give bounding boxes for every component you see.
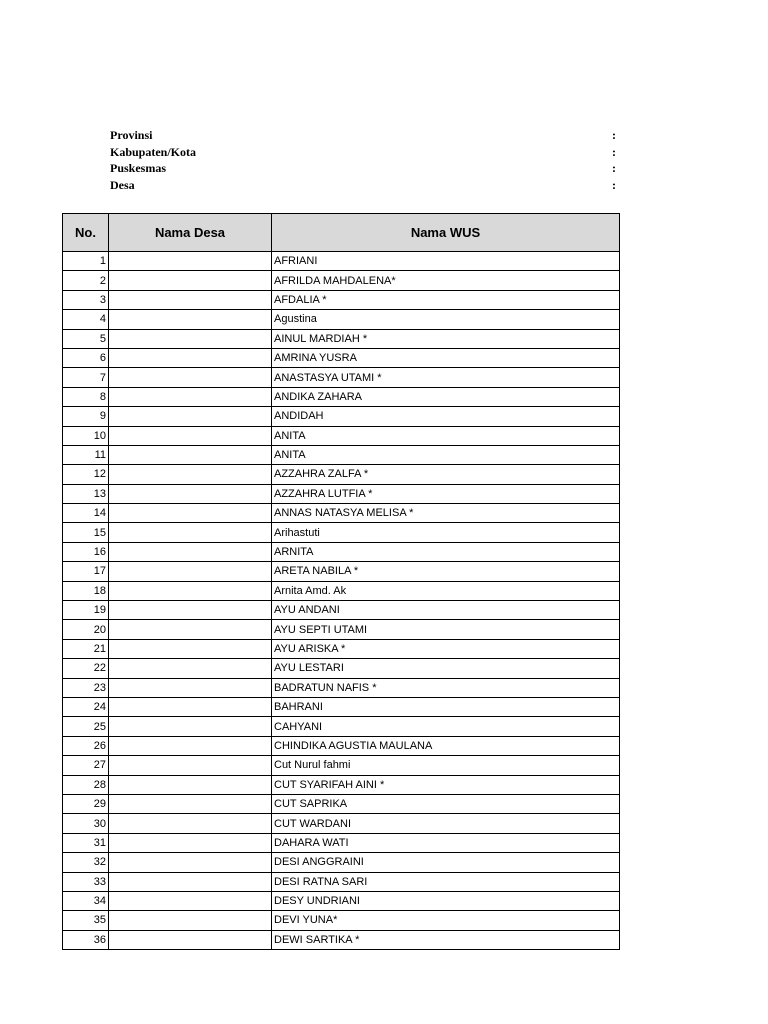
cell-nama-wus: Agustina	[272, 310, 620, 329]
cell-nama-wus: Arnita Amd. Ak	[272, 581, 620, 600]
table-row	[63, 930, 620, 949]
cell-no: 35	[63, 911, 109, 930]
cell-nama-desa	[109, 445, 272, 464]
cell-nama-desa	[109, 697, 272, 716]
cell-nama-wus: AYU ARISKA *	[272, 639, 620, 658]
cell-nama-wus: AZZAHRA ZALFA *	[272, 465, 620, 484]
cell-nama-desa	[109, 542, 272, 561]
cell-no: 25	[63, 717, 109, 736]
cell-no: 21	[63, 639, 109, 658]
cell-nama-desa	[109, 814, 272, 833]
cell-no: 2	[63, 271, 109, 290]
cell-nama-desa	[109, 872, 272, 891]
table-row	[63, 484, 620, 503]
cell-no: 34	[63, 891, 109, 910]
cell-nama-wus: ARETA NABILA *	[272, 562, 620, 581]
table-row	[63, 368, 620, 387]
cell-no: 31	[63, 833, 109, 852]
table-row	[63, 872, 620, 891]
header-field-puskesmas	[110, 160, 620, 177]
cell-no: 9	[63, 407, 109, 426]
table-row	[63, 736, 620, 755]
field-colon: :	[612, 177, 616, 192]
header-field-desa	[110, 177, 620, 194]
table-header-row	[63, 214, 620, 252]
cell-no: 23	[63, 678, 109, 697]
column-header-no: No.	[63, 214, 109, 252]
cell-no: 33	[63, 872, 109, 891]
cell-nama-wus: AYU SEPTI UTAMI	[272, 620, 620, 639]
cell-nama-desa	[109, 387, 272, 406]
field-label: Provinsi	[110, 128, 153, 142]
table-row	[63, 407, 620, 426]
cell-nama-wus: AMRINA YUSRA	[272, 348, 620, 367]
table-row	[63, 756, 620, 775]
field-label: Desa	[110, 177, 135, 192]
table-row	[63, 445, 620, 464]
cell-nama-wus: ANITA	[272, 426, 620, 445]
cell-nama-wus: Cut Nurul fahmi	[272, 756, 620, 775]
table-row	[63, 329, 620, 348]
cell-nama-desa	[109, 426, 272, 445]
cell-nama-wus: AFRIANI	[272, 252, 620, 271]
cell-no: 8	[63, 387, 109, 406]
table-row	[63, 465, 620, 484]
table-row	[63, 853, 620, 872]
field-colon: :	[612, 161, 616, 175]
table-row	[63, 911, 620, 930]
table-row	[63, 290, 620, 309]
cell-nama-desa	[109, 310, 272, 329]
cell-no: 6	[63, 348, 109, 367]
cell-nama-wus: CUT WARDANI	[272, 814, 620, 833]
cell-nama-wus: DESI ANGGRAINI	[272, 853, 620, 872]
cell-no: 26	[63, 736, 109, 755]
table-row	[63, 523, 620, 542]
cell-nama-desa	[109, 891, 272, 910]
document-header	[110, 127, 620, 193]
cell-nama-desa	[109, 659, 272, 678]
cell-nama-desa	[109, 504, 272, 523]
cell-no: 10	[63, 426, 109, 445]
cell-nama-wus: ANITA	[272, 445, 620, 464]
cell-no: 14	[63, 504, 109, 523]
cell-nama-desa	[109, 271, 272, 290]
field-label: Kabupaten/Kota	[110, 144, 197, 159]
cell-nama-wus: AFDALIA *	[272, 290, 620, 309]
cell-nama-desa	[109, 562, 272, 581]
cell-no: 19	[63, 601, 109, 620]
cell-nama-wus: ARNITA	[272, 542, 620, 561]
cell-nama-desa	[109, 620, 272, 639]
table-row	[63, 814, 620, 833]
cell-no: 16	[63, 542, 109, 561]
table-row	[63, 639, 620, 658]
cell-nama-desa	[109, 853, 272, 872]
cell-nama-wus: BADRATUN NAFIS *	[272, 678, 620, 697]
cell-nama-wus: ANNAS NATASYA MELISA *	[272, 504, 620, 523]
table-row	[63, 426, 620, 445]
cell-nama-wus: BAHRANI	[272, 697, 620, 716]
table-row	[63, 562, 620, 581]
table-row	[63, 387, 620, 406]
cell-nama-desa	[109, 581, 272, 600]
cell-no: 32	[63, 853, 109, 872]
table-row	[63, 678, 620, 697]
cell-no: 20	[63, 620, 109, 639]
cell-nama-desa	[109, 678, 272, 697]
cell-nama-desa	[109, 756, 272, 775]
table-row	[63, 891, 620, 910]
table-row	[63, 601, 620, 620]
table-row	[63, 620, 620, 639]
cell-no: 15	[63, 523, 109, 542]
cell-nama-desa	[109, 601, 272, 620]
cell-nama-desa	[109, 911, 272, 930]
cell-no: 17	[63, 562, 109, 581]
cell-no: 5	[63, 329, 109, 348]
cell-nama-desa	[109, 736, 272, 755]
cell-no: 36	[63, 930, 109, 949]
table-row	[63, 542, 620, 561]
cell-nama-wus: CUT SYARIFAH AINI *	[272, 775, 620, 794]
cell-nama-wus: AINUL MARDIAH *	[272, 329, 620, 348]
column-header-nama-wus: Nama WUS	[272, 214, 620, 252]
cell-no: 13	[63, 484, 109, 503]
table-row	[63, 659, 620, 678]
table-row	[63, 504, 620, 523]
cell-no: 11	[63, 445, 109, 464]
cell-nama-desa	[109, 290, 272, 309]
cell-no: 28	[63, 775, 109, 794]
table-row	[63, 775, 620, 794]
cell-nama-wus: CAHYANI	[272, 717, 620, 736]
table-row	[63, 794, 620, 813]
cell-no: 24	[63, 697, 109, 716]
cell-nama-desa	[109, 368, 272, 387]
cell-no: 3	[63, 290, 109, 309]
cell-nama-desa	[109, 348, 272, 367]
cell-nama-desa	[109, 639, 272, 658]
field-label: Puskesmas	[110, 161, 167, 175]
cell-nama-wus: DEVI YUNA*	[272, 911, 620, 930]
cell-nama-wus: CUT SAPRIKA	[272, 794, 620, 813]
cell-nama-desa	[109, 930, 272, 949]
cell-no: 1	[63, 252, 109, 271]
cell-nama-desa	[109, 717, 272, 736]
header-field-kabupaten-kota	[110, 144, 620, 161]
cell-nama-wus: DEWI SARTIKA *	[272, 930, 620, 949]
table-row	[63, 271, 620, 290]
cell-nama-desa	[109, 794, 272, 813]
cell-no: 18	[63, 581, 109, 600]
table-body	[63, 252, 620, 950]
field-colon: :	[612, 128, 616, 142]
cell-nama-wus: ANDIDAH	[272, 407, 620, 426]
column-header-nama-desa: Nama Desa	[109, 214, 272, 252]
cell-nama-desa	[109, 484, 272, 503]
table-row	[63, 833, 620, 852]
table-row	[63, 581, 620, 600]
cell-nama-desa	[109, 523, 272, 542]
cell-no: 30	[63, 814, 109, 833]
cell-nama-desa	[109, 252, 272, 271]
cell-nama-wus: DESY UNDRIANI	[272, 891, 620, 910]
cell-no: 29	[63, 794, 109, 813]
cell-nama-desa	[109, 775, 272, 794]
cell-nama-desa	[109, 329, 272, 348]
cell-no: 7	[63, 368, 109, 387]
cell-nama-desa	[109, 407, 272, 426]
cell-nama-wus: Arihastuti	[272, 523, 620, 542]
cell-nama-wus: AZZAHRA LUTFIA *	[272, 484, 620, 503]
cell-no: 12	[63, 465, 109, 484]
cell-nama-wus: DAHARA WATI	[272, 833, 620, 852]
header-field-provinsi	[110, 127, 620, 144]
table-row	[63, 717, 620, 736]
cell-nama-wus: DESI RATNA SARI	[272, 872, 620, 891]
field-colon: :	[612, 144, 616, 159]
cell-nama-wus: AYU ANDANI	[272, 601, 620, 620]
cell-nama-wus: AYU LESTARI	[272, 659, 620, 678]
cell-no: 22	[63, 659, 109, 678]
cell-no: 4	[63, 310, 109, 329]
cell-nama-wus: ANDIKA ZAHARA	[272, 387, 620, 406]
table-row	[63, 348, 620, 367]
table-row	[63, 252, 620, 271]
cell-nama-wus: CHINDIKA AGUSTIA MAULANA	[272, 736, 620, 755]
cell-nama-wus: ANASTASYA UTAMI *	[272, 368, 620, 387]
cell-nama-desa	[109, 833, 272, 852]
cell-nama-wus: AFRILDA MAHDALENA*	[272, 271, 620, 290]
wus-table	[62, 213, 620, 950]
table-row	[63, 697, 620, 716]
cell-nama-desa	[109, 465, 272, 484]
cell-no: 27	[63, 756, 109, 775]
table-row	[63, 310, 620, 329]
